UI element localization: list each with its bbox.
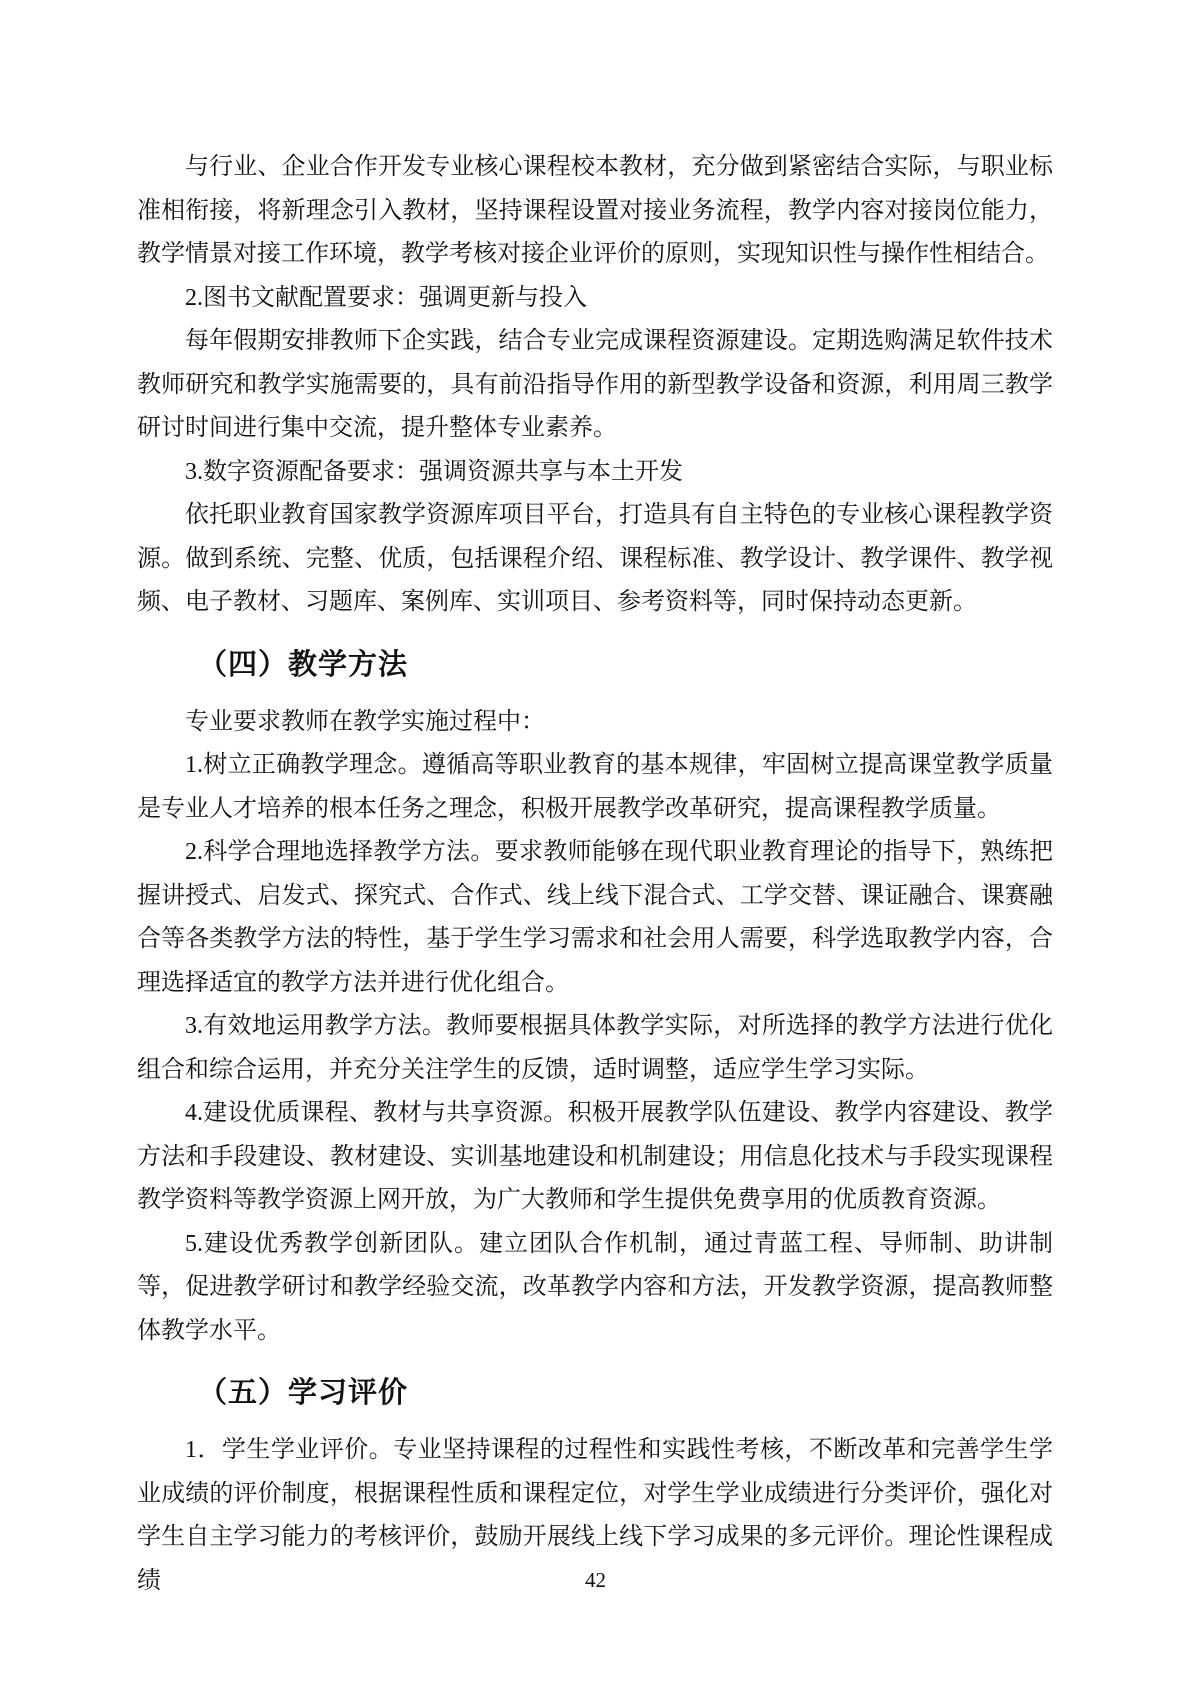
list-item-student-evaluation: 1．学生学业评价。专业坚持课程的过程性和实践性考核，不断改革和完善学生学业成绩的评价制度，根据课程性质和课程定位，对学生学业成绩进行分类评价，强化对学生自主学习能力的考核评价，鼓励开展线上线下学习成果的多元评价。理论性课程成绩 (137, 1437, 1053, 1594)
list-item-books-requirement: 2.图书文献配置要求：强调更新与投入 (185, 284, 587, 311)
list-item-4: 4.建设优质课程、教材与共享资源。积极开展教学队伍建设、教学内容建设、教学方法和手段建设、教材建设、实训基地建设和机制建设；用信息化技术与手段实现课程教学资料等教学资源上网开放，为广大教师和学生提供免费享用的优质教育资源。 (137, 1100, 1053, 1213)
paragraph: 每年假期安排教师下企实践，结合专业完成课程资源建设。定期选购满足软件技术教师研究和教学实施需要的，具有前沿指导作用的新型教学设备和资源，利用周三教学研讨时间进行集中交流，提升整体专业素养。 (137, 328, 1053, 441)
list-item-3: 3.有效地运用教学方法。教师要根据具体教学实际，对所选择的教学方法进行优化组合和综合运用，并充分关注学生的反馈，适时调整，适应学生学习实际。 (137, 1013, 1053, 1083)
paragraph: 专业要求教师在教学实施过程中： (185, 708, 545, 735)
list-item-digital-resources-requirement: 3.数字资源配备要求：强调资源共享与本土开发 (185, 458, 683, 485)
list-item-1: 1.树立正确教学理念。遵循高等职业教育的基本规律，牢固树立提高课堂教学质量是专业人才培养的根本任务之理念，积极开展教学改革研究，提高课程教学质量。 (137, 752, 1053, 822)
paragraph: 依托职业教育国家教学资源库项目平台，打造具有自主特色的专业核心课程教学资源。做到系统、完整、优质，包括课程介绍、课程标准、教学设计、教学课件、教学视频、电子教材、习题库、案例库、实训项目、参考资料等，同时保持动态更新。 (137, 502, 1053, 615)
paragraph: 与行业、企业合作开发专业核心课程校本教材，充分做到紧密结合实际，与职业标准相衔接，将新理念引入教材，坚持课程设置对接业务流程，教学内容对接岗位能力，教学情景对接工作环境，教学考核对接企业评价的原则，实现知识性与操作性相结合。 (137, 154, 1053, 267)
list-item-5: 5.建设优秀教学创新团队。建立团队合作机制，通过青蓝工程、导师制、助讲制等，促进教学研讨和教学经验交流，改革教学内容和方法，开发教学资源，提高教师整体教学水平。 (137, 1230, 1053, 1344)
list-item-2: 2.科学合理地选择教学方法。要求教师能够在现代职业教育理论的指导下，熟练把握讲授式、启发式、探究式、合作式、线上线下混合式、工学交替、课证融合、课赛融合等各类教学方法的特性，基于学生学习需求和社会用人需要，科学选取教学内容，合理选择适宜的教学方法并进行优化组合。 (137, 839, 1053, 996)
section-heading-learning-evaluation: （五）学习评价 (198, 1377, 409, 1409)
section-heading-teaching-methods: （四）教学方法 (198, 648, 409, 681)
page-number: 42 (585, 1568, 606, 1592)
